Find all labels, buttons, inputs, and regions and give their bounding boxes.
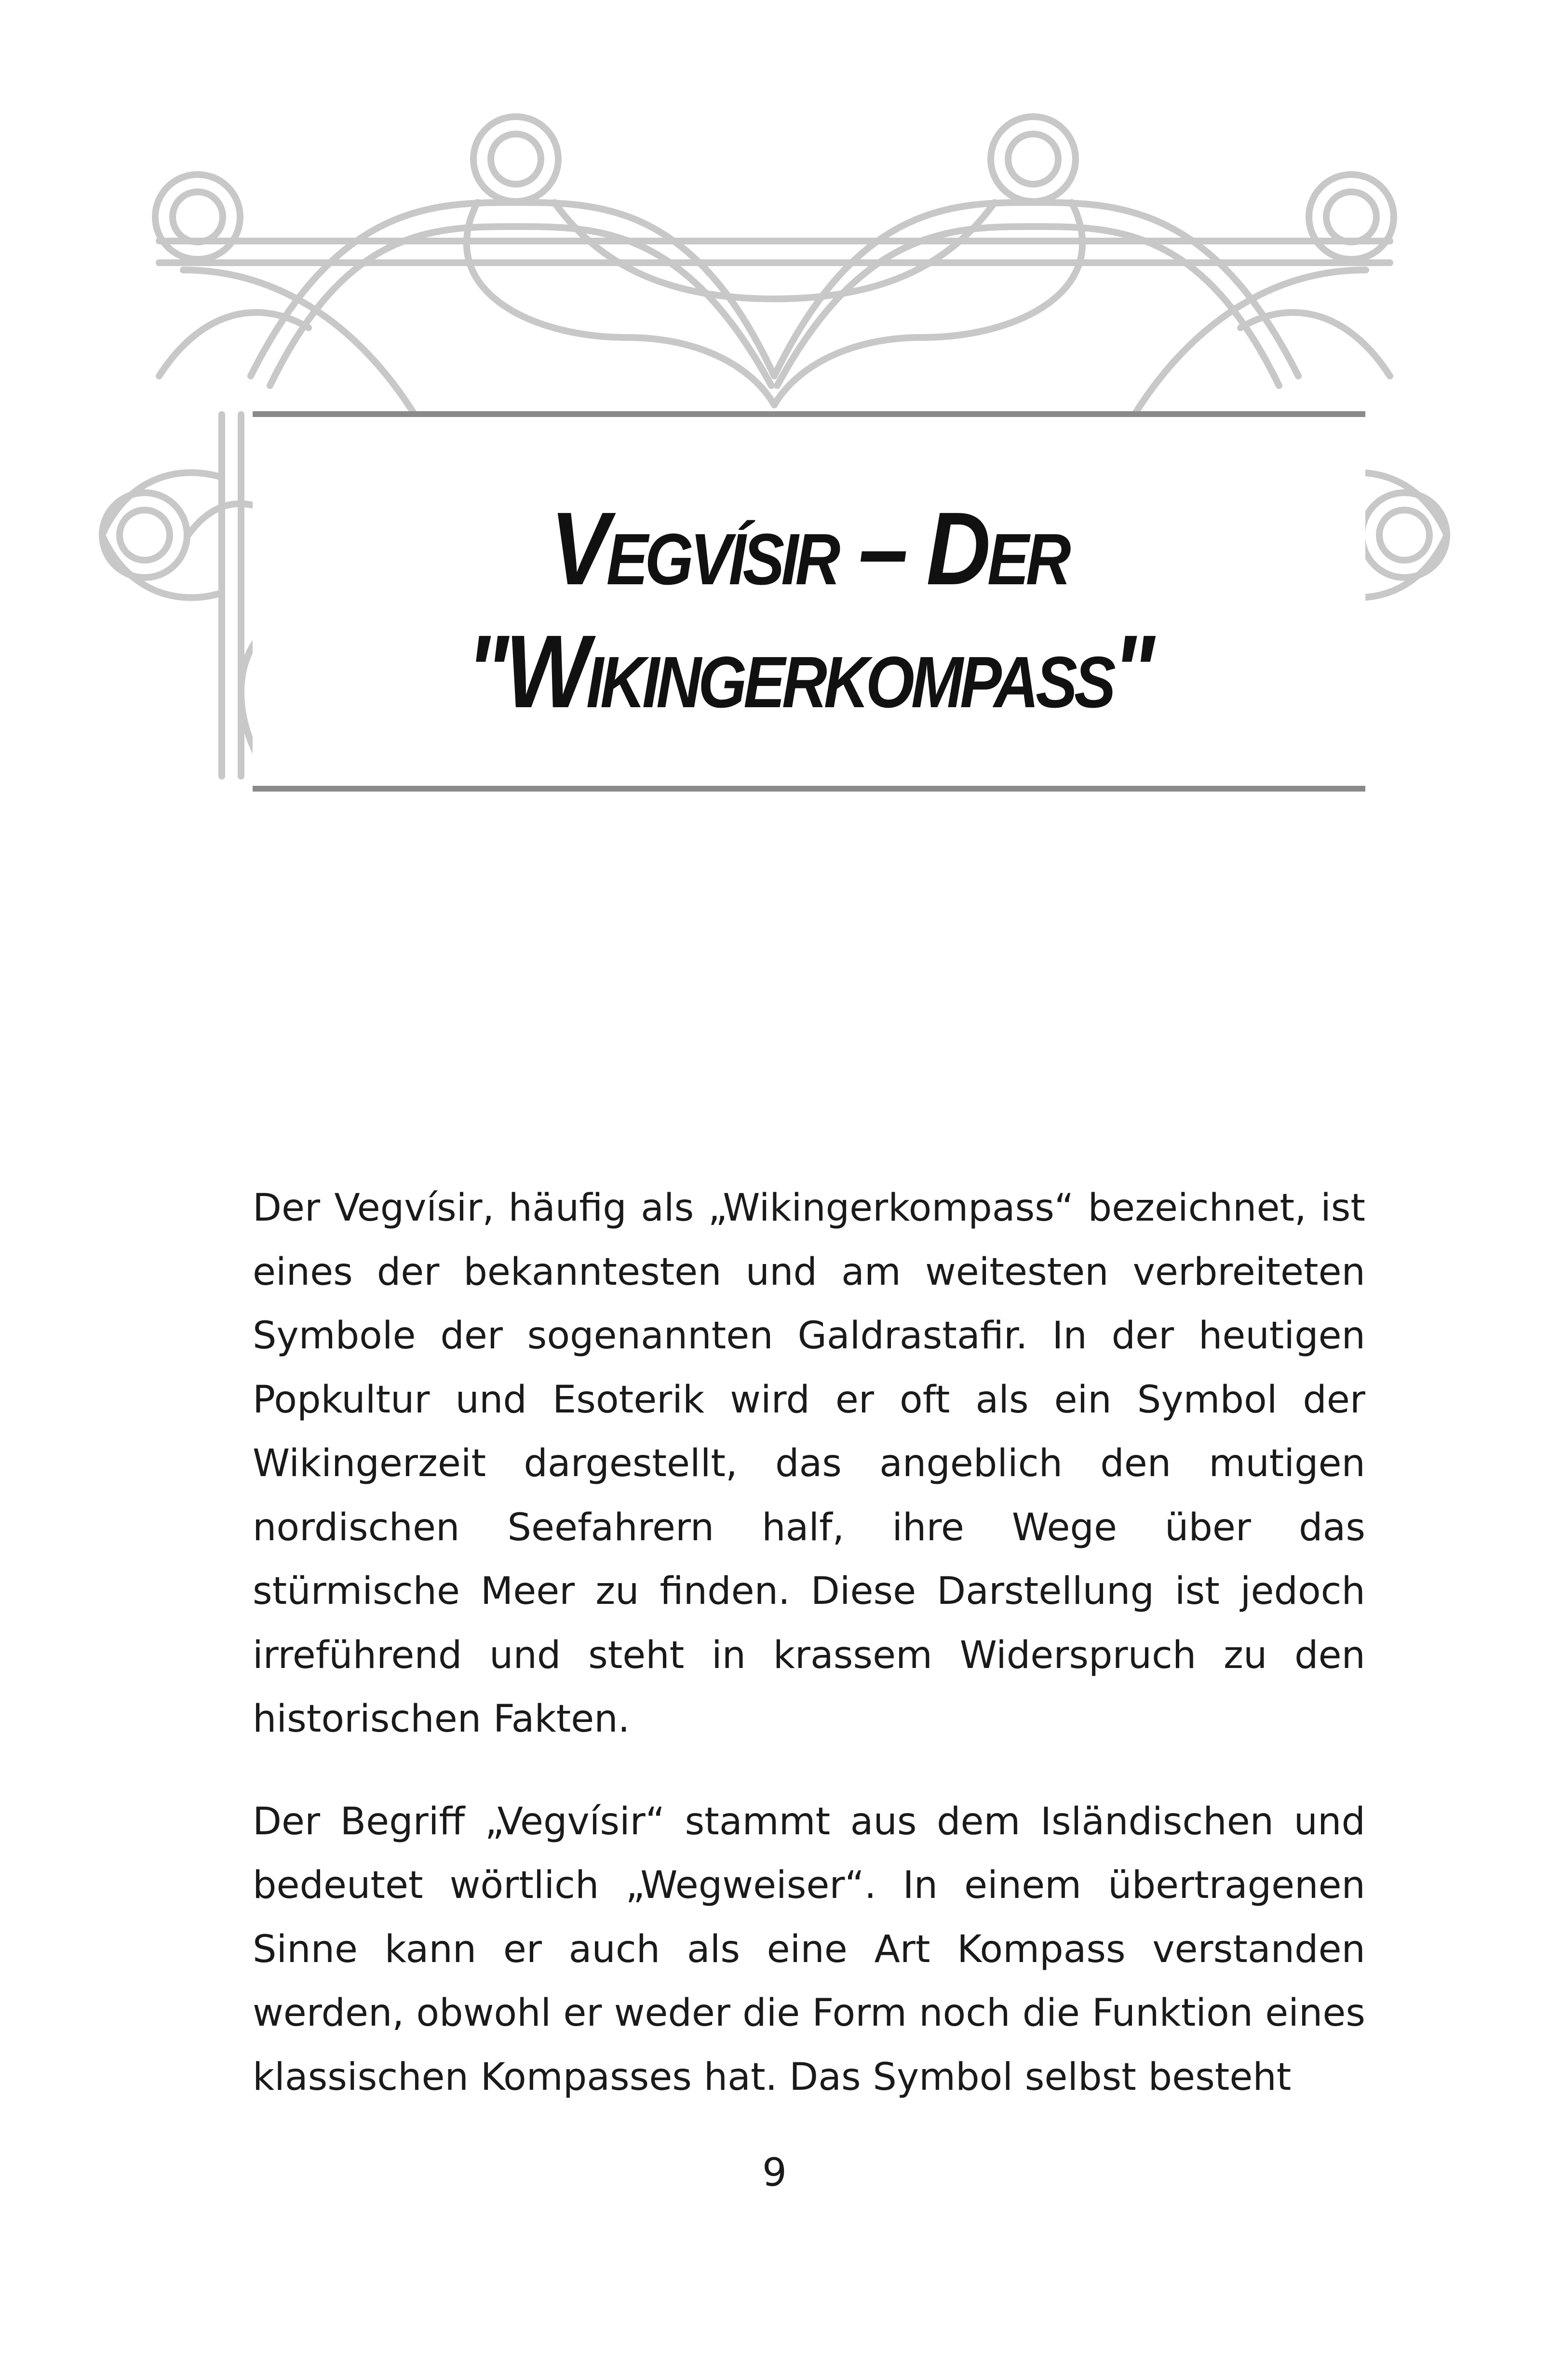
chapter-title-line-2: "Wikingerkompass" <box>466 613 1152 729</box>
page-number: 9 <box>762 2150 787 2195</box>
chapter-title <box>331 487 1288 733</box>
chapter-title-line-1: Vegvísir – Der <box>550 490 1068 606</box>
title-rule-bottom <box>253 786 1365 792</box>
paragraph: Der Begriff „Vegvísir“ stammt aus dem Isländischen und bedeutet wörtlich „Wegweiser“. In einem übertragenen Sinne kann er auch als eine Art Kompass verstanden werden, obwohl er weder die Form noch die Funktion eines klassischen Kompasses hat. Das Symbol selbst besteht <box>253 1800 1365 2099</box>
chapter-body <box>253 1176 1365 2148</box>
title-rule-top <box>253 411 1365 417</box>
paragraph: Der Vegvísir, häufig als „Wikingerkompass“ bezeichnet, ist eines der bekanntesten und am weitesten verbreiteten Symbole der sogenannten Galdrastafir. In der heutigen Popkultur und Esoterik wird er oft als ein Symbol der Wikingerzeit dargestellt, das angeblich den mutigen nordischen Seefahrern half, ihre Wege über das stürmische Meer zu finden. Diese Darstellung ist jedoch irreführend und steht in krassem Widerspruch zu den historischen Fakten. <box>253 1186 1365 1741</box>
